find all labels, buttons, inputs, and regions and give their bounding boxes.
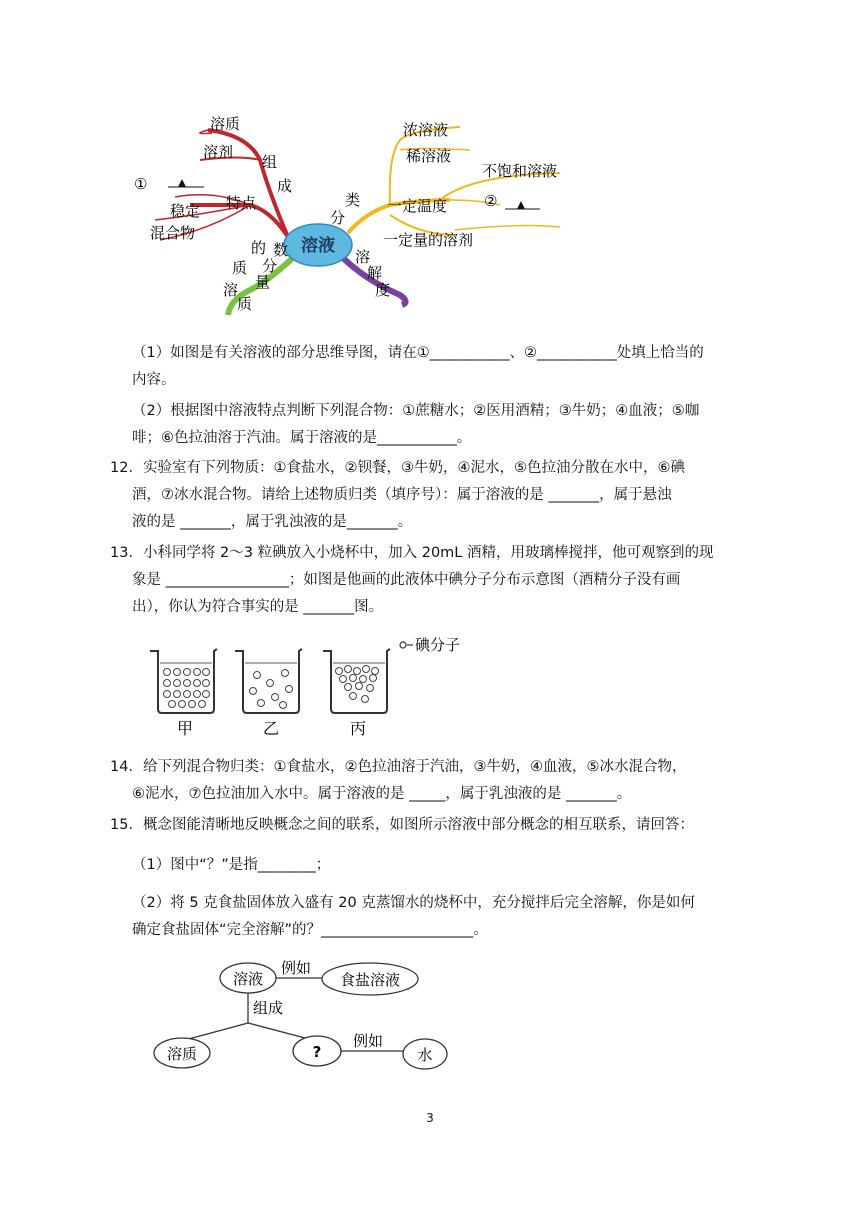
beaker-yi [235, 649, 302, 713]
q2-text [132, 398, 732, 452]
q15-intro: 15．概念图能清晰地反映概念之间的联系，如图所示溶液中部分概念的相互联系，请回答： [110, 817, 694, 833]
q14-line-1: 14．给下列混合物归类：①食盐水，②色拉油溶于汽油，③牛奶，④血液，⑤冰水混合物， [110, 759, 687, 775]
concept-map [145, 950, 465, 1075]
mass-fraction-char-1: 的 [251, 239, 267, 257]
composition-char-2: 成 [277, 177, 293, 195]
q1-line: （1）如图是有关溶液的部分思维导图，请在①___________、②___________处填上恰当的 [132, 345, 704, 361]
q12-line-3: 液的是 _______，属于乳浊液的是_______。 [132, 514, 413, 530]
q15-sub-2-line-2: 确定食盐固体“完全溶解”的？_____________________。 [132, 922, 488, 938]
cm-solute: 溶质 [166, 1045, 198, 1063]
class-item-temperature: 一定温度 [387, 197, 448, 215]
class-item-solvent-amount: 一定量的溶剂 [383, 231, 474, 249]
cm-salt-solution: 食盐溶液 [339, 971, 401, 989]
features-item-mixture: 混合物 [150, 224, 196, 242]
cm-composition: 组成 [253, 999, 284, 1017]
q12-text [110, 455, 750, 536]
q13-text [110, 540, 750, 621]
q13-line-1: 13．小科同学将 2～3 粒碘放入小烧杯中，加入 20mL 酒精，用玻璃棒搅拌，他可观察到的现 [110, 545, 714, 561]
mass-fraction-char-7: 质 [237, 295, 253, 313]
class-char-2: 分 [330, 209, 346, 227]
page-number: 3 [426, 1111, 434, 1125]
cm-example-1: 例如 [281, 959, 312, 977]
features-item-stable: 稳定 [170, 202, 201, 220]
q13-line-3: 出），你认为符合事实的是 _______图。 [132, 599, 384, 615]
mass-fraction-char-4: 量 [255, 273, 271, 291]
class-item-dilute: 稀溶液 [406, 147, 452, 165]
solubility-char-3: 度 [375, 281, 391, 299]
q15-sub-2 [132, 890, 732, 944]
cm-water: 水 [417, 1046, 433, 1064]
cm-example-2: 例如 [353, 1032, 384, 1050]
class-item-concentrated: 浓溶液 [403, 121, 449, 139]
class-char-1: 类 [345, 191, 361, 209]
composition-char-1: 组 [262, 153, 278, 171]
solubility-char-2: 解 [367, 264, 383, 282]
cm-solution: 溶液 [232, 970, 264, 988]
q14-text [110, 754, 750, 808]
q15-sub-2-line-1: （2）将 5 克食盐固体放入盛有 20 克蒸馏水的烧杯中，充分搅拌后完全溶解，你是如何 [132, 895, 695, 911]
mass-fraction-char-5: 质 [232, 259, 248, 277]
q13-line-2: 象是 _________________；如图是他画的此液体中碘分子分布示意图（酒精分子没有画 [132, 572, 681, 588]
q12-line-1: 12．实验室有下列物质：①食盐水，②钡餐，③牛奶，④泥水，⑤色拉油分散在水中，⑥碘 [110, 460, 685, 476]
q15-sub-1: （1）图中“？”是指________； [132, 857, 331, 873]
mass-fraction-char-3: 分 [262, 257, 278, 275]
beaker-jia [150, 649, 217, 713]
composition-item-solute: 溶质 [210, 115, 241, 133]
q1-continuation: 内容。 [132, 372, 176, 388]
beaker-label-jia: 甲 [177, 719, 194, 738]
q14-line-2: ⑥泥水，⑦色拉油加入水中。属于溶液的是 _____，属于乳浊液的是 _______。 [132, 786, 632, 802]
mindmap-center: 溶液 [301, 236, 335, 256]
marker-1: ① [134, 175, 148, 193]
mass-fraction-char-2: 数 [273, 241, 289, 259]
solution-mind-map [120, 105, 580, 320]
q12-line-2: 酒，⑦冰水混合物。请给上述物质归类（填序号）：属于溶液的是 _______，属于悬浊 [132, 487, 672, 503]
q2-continuation: 啡；⑥色拉油溶于汽油。属于溶液的是___________。 [132, 430, 472, 446]
solubility-char-1: 溶 [355, 248, 371, 266]
q1-text [132, 340, 732, 394]
composition-item-solvent: 溶剂 [203, 143, 234, 161]
beaker-label-bing: 丙 [350, 719, 367, 738]
q2-line: （2）根据图中溶液特点判断下列混合物：①蔗糖水；②医用酒精；③牛奶；④血液；⑤咖 [132, 403, 700, 419]
iodine-beakers-figure [145, 633, 485, 743]
beaker-bing [323, 649, 390, 713]
mass-fraction-char-6: 溶 [223, 281, 239, 299]
legend-iodine-molecule: 碘分子 [415, 636, 461, 654]
beaker-label-yi: 乙 [263, 719, 280, 738]
cm-unknown: ? [312, 1043, 322, 1061]
features-label: 特点 [226, 194, 257, 212]
marker-2: ② [484, 192, 498, 210]
class-item-unsaturated: 不饱和溶液 [482, 162, 558, 180]
